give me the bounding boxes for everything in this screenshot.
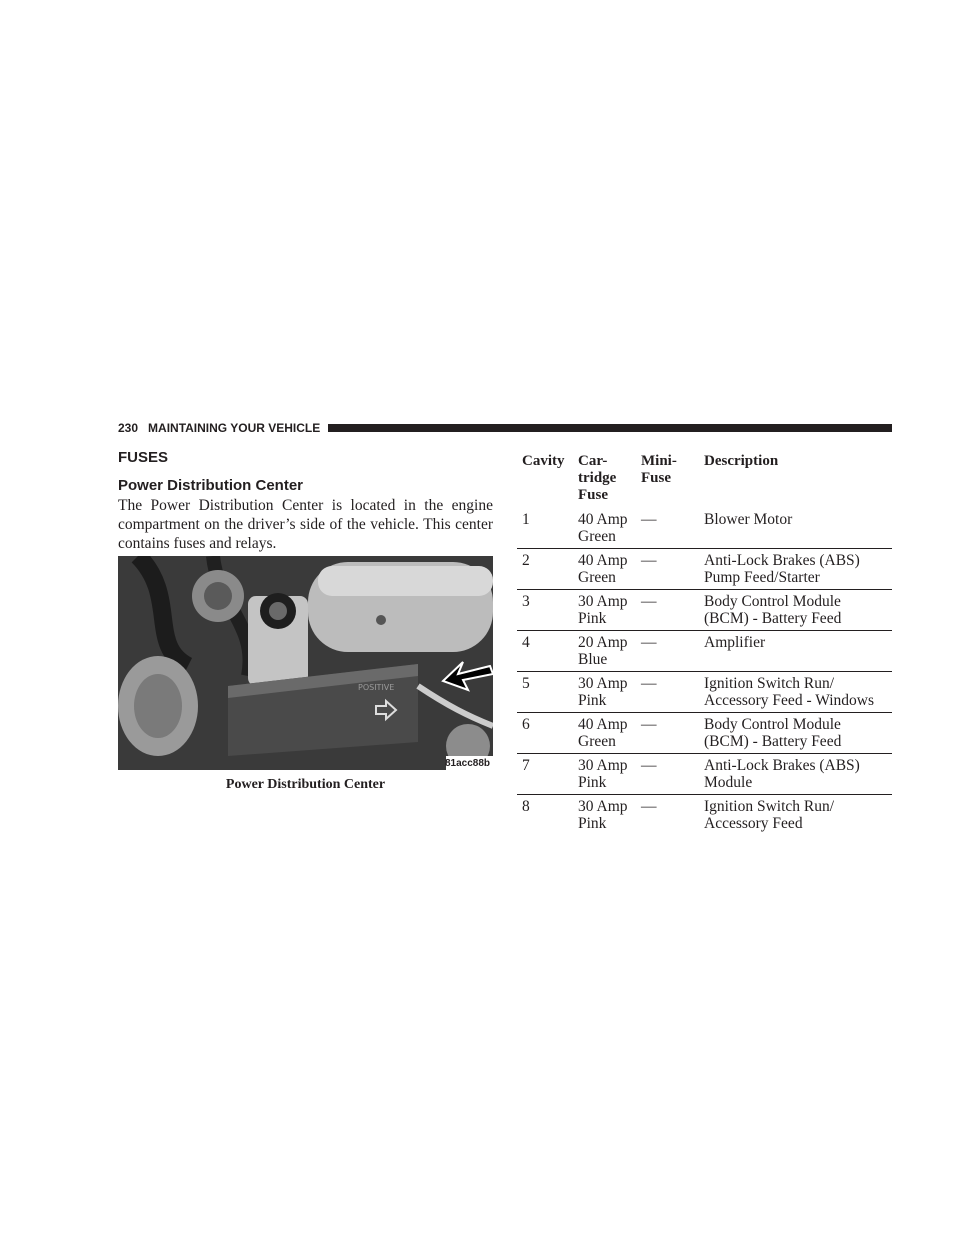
table-row — [517, 672, 892, 713]
table-row — [517, 754, 892, 795]
table-row — [517, 508, 892, 549]
left-column — [118, 448, 493, 553]
description-cell: Body Control Module (BCM) - Battery Feed — [704, 593, 842, 627]
cavity-cell: 1 — [522, 511, 530, 528]
page-header — [118, 420, 892, 436]
cavity-cell: 2 — [522, 552, 530, 569]
cavity-cell: 3 — [522, 593, 530, 610]
engine-compartment-photo — [118, 556, 493, 770]
cartridge-fuse-cell: 40 Amp Green — [578, 552, 628, 586]
cavity-cell: 7 — [522, 757, 530, 774]
figure-caption: Power Distribution Center — [225, 777, 386, 792]
fuse-table — [517, 452, 892, 835]
cavity-cell: 5 — [522, 675, 530, 692]
description-cell: Anti-Lock Brakes (ABS) Pump Feed/Starter — [704, 552, 860, 586]
section-title: MAINTAINING YOUR VEHICLE — [148, 421, 321, 435]
table-header-row — [517, 452, 892, 508]
column-header-cartridge-fuse: Car- tridge Fuse — [578, 453, 617, 503]
cavity-cell: 4 — [522, 634, 530, 651]
header-rule — [328, 424, 892, 432]
description-cell: Ignition Switch Run/ Accessory Feed - Windows — [704, 675, 874, 709]
cartridge-fuse-cell: 40 Amp Green — [578, 716, 628, 750]
engine-illustration — [118, 556, 493, 770]
cavity-cell: 8 — [522, 798, 530, 815]
description-cell: Ignition Switch Run/ Accessory Feed — [704, 798, 835, 832]
table-row — [517, 590, 892, 631]
table-row — [517, 549, 892, 590]
description-cell: Blower Motor — [704, 511, 793, 528]
cartridge-fuse-cell: 30 Amp Pink — [578, 675, 628, 709]
mini-fuse-cell: — — [641, 798, 657, 815]
page-number: 230 — [118, 421, 139, 435]
mini-fuse-cell: — — [641, 511, 657, 528]
mini-fuse-cell: — — [641, 757, 657, 774]
cartridge-fuse-cell: 30 Amp Pink — [578, 757, 628, 791]
cartridge-fuse-cell: 30 Amp Pink — [578, 798, 628, 832]
table-row — [517, 631, 892, 672]
description-cell: Body Control Module (BCM) - Battery Feed — [704, 716, 842, 750]
svg-text:POSITIVE: POSITIVE — [358, 683, 395, 692]
cartridge-fuse-cell: 20 Amp Blue — [578, 634, 628, 668]
column-header-cavity: Cavity — [522, 453, 565, 469]
description-cell: Anti-Lock Brakes (ABS) Module — [704, 757, 860, 791]
figure-code: 81acc88b — [444, 758, 490, 769]
table-row — [517, 713, 892, 754]
mini-fuse-cell: — — [641, 716, 657, 733]
mini-fuse-cell: — — [641, 593, 657, 610]
cartridge-fuse-cell: 30 Amp Pink — [578, 593, 628, 627]
description-cell: Amplifier — [704, 634, 766, 651]
body-paragraph: The Power Distribution Center is located in the engine compartment on the driver’s side of the vehicle. This center contains fuses and relays. — [118, 497, 493, 552]
cartridge-fuse-cell: 40 Amp Green — [578, 511, 628, 545]
subsection-heading: Power Distribution Center — [118, 477, 304, 494]
mini-fuse-cell: — — [641, 552, 657, 569]
mini-fuse-cell: — — [641, 675, 657, 692]
mini-fuse-cell: — — [641, 634, 657, 651]
column-header-mini-fuse: Mini- Fuse — [641, 453, 677, 486]
section-heading: FUSES — [118, 449, 169, 466]
column-header-description: Description — [704, 453, 779, 469]
cavity-cell: 6 — [522, 716, 530, 733]
table-row — [517, 795, 892, 836]
